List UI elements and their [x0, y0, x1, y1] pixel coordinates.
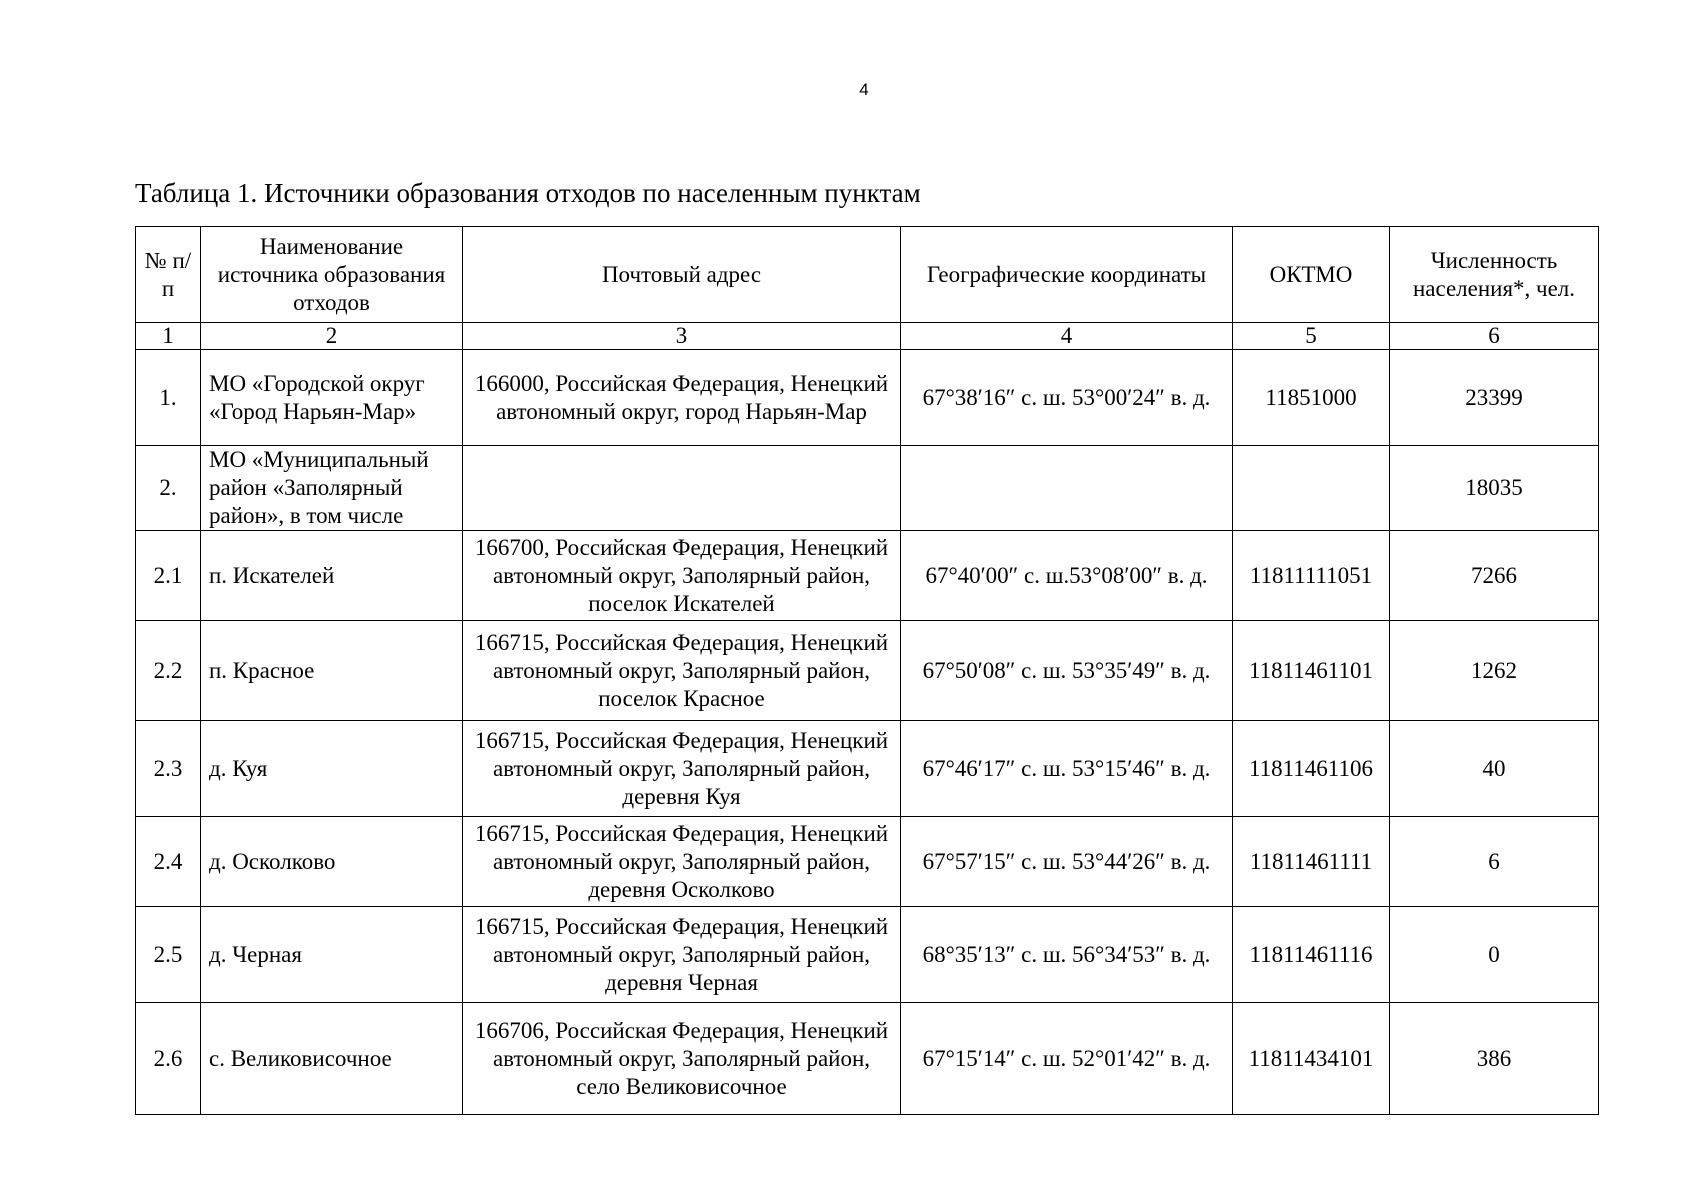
row-num: 2.5 [136, 907, 201, 1003]
row-address: 166715, Российская Федерация, Ненецкий автономный округ, Заполярный район, деревня Черная [463, 907, 901, 1003]
row-address: 166715, Российская Федерация, Ненецкий автономный округ, Заполярный район, поселок Красное [463, 621, 901, 721]
column-number: 1 [136, 323, 201, 350]
row-address [463, 446, 901, 531]
row-num: 1. [136, 350, 201, 446]
row-coords: 67°57′15″ с. ш. 53°44′26″ в. д. [901, 817, 1233, 907]
row-oktmo: 11811434101 [1233, 1003, 1390, 1115]
row-coords: 67°40′00″ с. ш.53°08′00″ в. д. [901, 531, 1233, 621]
column-number: 5 [1233, 323, 1390, 350]
row-coords: 67°15′14″ с. ш. 52°01′42″ в. д. [901, 1003, 1233, 1115]
row-name: д. Куя [201, 721, 463, 817]
header-address: Почтовый адрес [463, 227, 901, 323]
row-population: 7266 [1390, 531, 1599, 621]
table-title: Таблица 1. Источники образования отходов по населенным пунктам [135, 178, 921, 208]
table-row [136, 1003, 1599, 1115]
row-population: 23399 [1390, 350, 1599, 446]
row-population: 1262 [1390, 621, 1599, 721]
column-number: 4 [901, 323, 1233, 350]
row-num: 2.6 [136, 1003, 201, 1115]
row-name: д. Осколково [201, 817, 463, 907]
row-num: 2.1 [136, 531, 201, 621]
page-number: 4 [859, 80, 869, 99]
row-name: МО «Муниципальный район «Заполярный район», в том числе [201, 446, 463, 531]
row-population: 18035 [1390, 446, 1599, 531]
row-address: 166000, Российская Федерация, Ненецкий автономный округ, город Нарьян-Мар [463, 350, 901, 446]
row-coords [901, 446, 1233, 531]
row-population: 0 [1390, 907, 1599, 1003]
row-address: 166715, Российская Федерация, Ненецкий автономный округ, Заполярный район, деревня Куя [463, 721, 901, 817]
table-row [136, 446, 1599, 531]
row-oktmo: 11811461111 [1233, 817, 1390, 907]
table-row [136, 907, 1599, 1003]
row-address: 166700, Российская Федерация, Ненецкий автономный округ, Заполярный район, поселок Искателей [463, 531, 901, 621]
row-oktmo: 11811461116 [1233, 907, 1390, 1003]
row-oktmo [1233, 446, 1390, 531]
row-name: п. Красное [201, 621, 463, 721]
table-row [136, 531, 1599, 621]
row-oktmo: 11811461106 [1233, 721, 1390, 817]
row-address: 166715, Российская Федерация, Ненецкий автономный округ, Заполярный район, деревня Осколково [463, 817, 901, 907]
row-coords: 68°35′13″ с. ш. 56°34′53″ в. д. [901, 907, 1233, 1003]
header-num: № п/п [136, 227, 201, 323]
row-name: д. Черная [201, 907, 463, 1003]
row-num: 2. [136, 446, 201, 531]
header-population: Численность населения*, чел. [1390, 227, 1599, 323]
row-name: п. Искателей [201, 531, 463, 621]
row-name: МО «Городской округ «Город Нарьян-Мар» [201, 350, 463, 446]
row-name: с. Великовисочное [201, 1003, 463, 1115]
header-oktmo: ОКТМО [1233, 227, 1390, 323]
row-num: 2.3 [136, 721, 201, 817]
waste-sources-table [135, 226, 1599, 1115]
row-coords: 67°46′17″ с. ш. 53°15′46″ в. д. [901, 721, 1233, 817]
row-population: 40 [1390, 721, 1599, 817]
row-oktmo: 11811111051 [1233, 531, 1390, 621]
row-coords: 67°50′08″ с. ш. 53°35′49″ в. д. [901, 621, 1233, 721]
column-number: 2 [201, 323, 463, 350]
row-population: 6 [1390, 817, 1599, 907]
column-number-row [136, 323, 1599, 350]
header-coords: Географические координаты [901, 227, 1233, 323]
table-row [136, 817, 1599, 907]
header-row [136, 227, 1599, 323]
row-population: 386 [1390, 1003, 1599, 1115]
row-oktmo: 11811461101 [1233, 621, 1390, 721]
table-row [136, 721, 1599, 817]
row-num: 2.4 [136, 817, 201, 907]
column-number: 3 [463, 323, 901, 350]
table-row [136, 350, 1599, 446]
table-row [136, 621, 1599, 721]
row-oktmo: 11851000 [1233, 350, 1390, 446]
row-address: 166706, Российская Федерация, Ненецкий автономный округ, Заполярный район, село Великовисочное [463, 1003, 901, 1115]
header-name: Наименование источника образования отходов [201, 227, 463, 323]
row-num: 2.2 [136, 621, 201, 721]
column-number: 6 [1390, 323, 1599, 350]
row-coords: 67°38′16″ с. ш. 53°00′24″ в. д. [901, 350, 1233, 446]
